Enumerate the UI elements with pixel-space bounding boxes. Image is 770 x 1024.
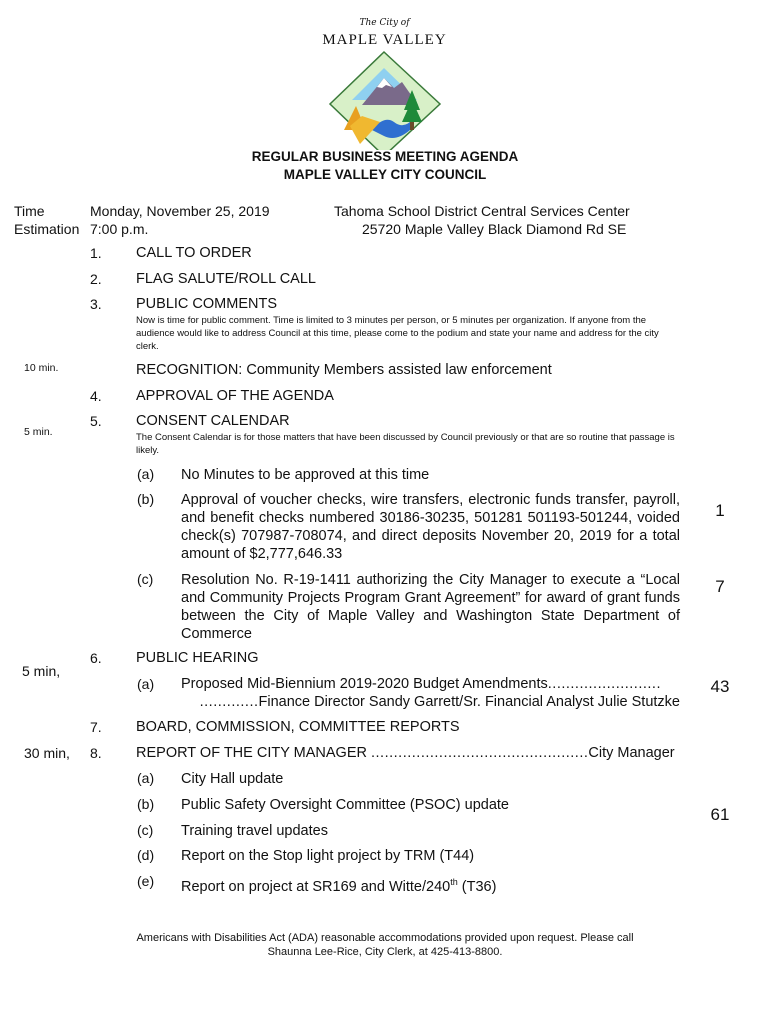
subitem-letter: (b) [137, 491, 155, 507]
item-number: 1. [90, 245, 102, 261]
subitem-text [181, 873, 680, 896]
item-label: RECOGNITION: Community Members assisted law enforcement [136, 362, 552, 378]
page-number: 43 [710, 677, 730, 696]
subitem-letter: (e) [137, 873, 155, 889]
hearing-line2 [181, 694, 680, 710]
subitem-text: Resolution No. R-19-1411 authorizing the City Manager to execute a “Local and Community Projects Program Grant Agreement” for award of grant funds between the City of Maple Valley and Washington State Department of Commerce [181, 572, 680, 642]
subitem-text: Public Safety Oversight Committee (PSOC) update [181, 797, 509, 813]
item-number: 4. [90, 388, 102, 404]
page-number: 1 [715, 501, 725, 520]
leader-dots: ............. [199, 694, 259, 710]
hearing-title: Proposed Mid-Biennium 2019-2020 Budget Amendments [181, 676, 548, 692]
presenter: City Manager [588, 745, 675, 761]
ada-notice-line1: Americans with Disabilities Act (ADA) reasonable accommodations provided upon request. Please call [136, 932, 634, 944]
public-comment-note: Now is time for public comment. Time is limited to 3 minutes per person, or 5 minutes per organization. If anyone from the audience would like to address Council at this time, please come to the podium and state your name and address for the city clerk. [136, 315, 659, 352]
item-number: 7. [90, 719, 102, 735]
subitem-letter: (b) [137, 796, 155, 812]
subitem-letter: (c) [137, 822, 154, 838]
item-number: 8. [90, 745, 102, 761]
leader-dots: ................................................ [371, 745, 589, 761]
subitem-letter: (a) [137, 466, 155, 482]
time-estimate: 5 min. [24, 426, 53, 438]
estimation-label: Estimation [14, 221, 80, 237]
time-estimate: 30 min, [24, 745, 70, 761]
meeting-time: 7:00 p.m. [90, 221, 149, 237]
item-label: FLAG SALUTE/ROLL CALL [136, 271, 316, 287]
item-label: CALL TO ORDER [136, 245, 252, 261]
logo-emblem [322, 50, 447, 150]
subitem-text-part: Report on project at SR169 and Witte/240 [181, 878, 451, 895]
time-label: Time [14, 203, 45, 219]
item-label: CONSENT CALENDAR [136, 413, 290, 429]
meeting-venue: Tahoma School District Central Services Center [334, 203, 630, 219]
hearing-presenters: Finance Director Sandy Garrett/Sr. Financial Analyst Julie Stutzke [258, 694, 680, 710]
subitem-letter: (c) [137, 571, 154, 587]
time-estimate: 5 min, [22, 663, 61, 679]
item-label: PUBLIC COMMENTS [136, 296, 277, 312]
subitem-text-part: (T36) [457, 878, 497, 895]
hearing-line1 [181, 676, 661, 692]
meeting-date: Monday, November 25, 2019 [90, 203, 270, 219]
leader-dots: ......................... [547, 676, 661, 692]
ada-notice-line2: Shaunna Lee-Rice, City Clerk, at 425-413-8800. [267, 946, 503, 958]
page-number: 61 [710, 805, 730, 824]
superscript: th [450, 877, 458, 887]
item-number: 6. [90, 650, 102, 666]
item-number: 5. [90, 413, 102, 429]
logo-top-text: The City of [359, 18, 410, 28]
city-logo [322, 18, 447, 150]
consent-note: The Consent Calendar is for those matters that have been discussed by Council previously or that are so routine that passage is likely. [136, 432, 675, 456]
subitem-text: Training travel updates [181, 823, 328, 839]
agenda-title: REGULAR BUSINESS MEETING AGENDA [251, 149, 519, 164]
time-estimate: 10 min. [24, 362, 59, 374]
subitem-text: No Minutes to be approved at this time [181, 467, 430, 483]
manager-report-line [136, 745, 680, 761]
subitem-text: Approval of voucher checks, wire transfers, electronic funds transfer, payroll, and benefit checks numbered 30186-30235, 501281 501193-501244, voided check(s) 707987-708074, and direct deposits November 20, 2019 for a total amount of $2,777,646.33 [181, 492, 680, 562]
item-number: 3. [90, 296, 102, 312]
item-label: APPROVAL OF THE AGENDA [136, 388, 334, 404]
subitem-text: City Hall update [181, 771, 284, 787]
meeting-address: 25720 Maple Valley Black Diamond Rd SE [362, 221, 627, 237]
item-label: PUBLIC HEARING [136, 650, 259, 666]
subitem-letter: (d) [137, 847, 155, 863]
page-number: 7 [715, 577, 725, 596]
subitem-letter: (a) [137, 770, 155, 786]
item-label: BOARD, COMMISSION, COMMITTEE REPORTS [136, 719, 460, 735]
item-label: REPORT OF THE CITY MANAGER [136, 745, 367, 761]
subitem-letter: (a) [137, 676, 155, 692]
item-number: 2. [90, 271, 102, 287]
council-title: MAPLE VALLEY CITY COUNCIL [283, 167, 487, 182]
logo-name: MAPLE VALLEY [322, 32, 447, 48]
subitem-text: Report on the Stop light project by TRM (T44) [181, 848, 475, 864]
